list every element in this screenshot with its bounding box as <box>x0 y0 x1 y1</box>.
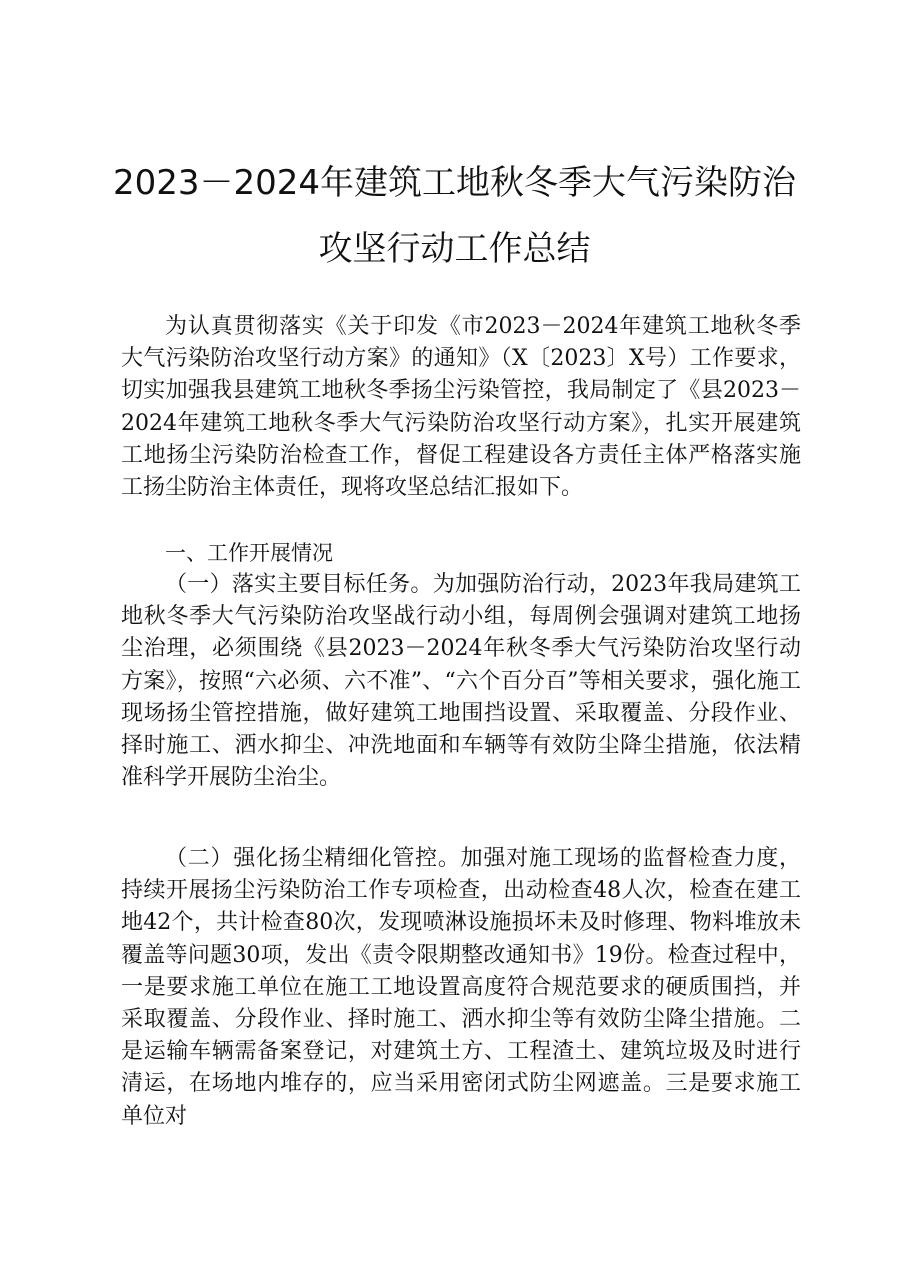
document-title-line2: 攻坚行动工作总结 <box>318 229 591 269</box>
section-item-2-paragraph: （二）强化扬尘精细化管控。加强对施工现场的监督检查力度，持续开展扬尘污染防治工作专项检查，出动检查48人次，检查在建工地42个，共计检查80次，发现喷淋设施损坏未及时修理、物料堆放未覆盖等问题30项，发出《责令限期整改通知书》19份。检查过程中，一是要求施工单位在施工工地设置高度符合规范要求的硬质围挡，并采取覆盖、分段作业、择时施工、洒水抑尘等有效防尘降尘措施。二是运输车辆需备案登记，对建筑土方、工程渣土、建筑垃圾及时进行清运，在场地内堆存的，应当采用密闭式防尘网遮盖。三是要求施工单位对 <box>121 846 801 1129</box>
section-item-1-paragraph: （一）落实主要目标任务。为加强防治行动，2023年我局建筑工地秋冬季大气污染防治攻坚战行动小组，每周例会强调对建筑工地扬尘治理，必须围绕《县2023－2024年秋冬季大气污染防治攻坚行动方案》，按照“六必须、六不准”、“六个百分百”等相关要求，强化施工现场扬尘管控措施，做好建筑工地围挡设置、采取覆盖、分段作业、择时施工、洒水抑尘、冲洗地面和车辆等有效防尘降尘措施，依法精准科学开展防尘治尘。 <box>121 572 801 791</box>
document-title-line1: 2023－2024年建筑工地秋冬季大气污染防治 <box>112 163 797 203</box>
intro-paragraph: 为认真贯彻落实《关于印发《市2023－2024年建筑工地秋冬季大气污染防治攻坚行动方案》的通知》（X〔2023〕X号）工作要求，切实加强我县建筑工地秋冬季扬尘污染管控，我局制定了《县2023－2024年建筑工地秋冬季大气污染防治攻坚行动方案》，扎实开展建筑工地扬尘污染防治检查工作，督促工程建设各方责任主体严格落实施工扬尘防治主体责任，现将攻坚总结汇报如下。 <box>121 314 801 501</box>
section-heading: 一、工作开展情况 <box>165 541 333 565</box>
